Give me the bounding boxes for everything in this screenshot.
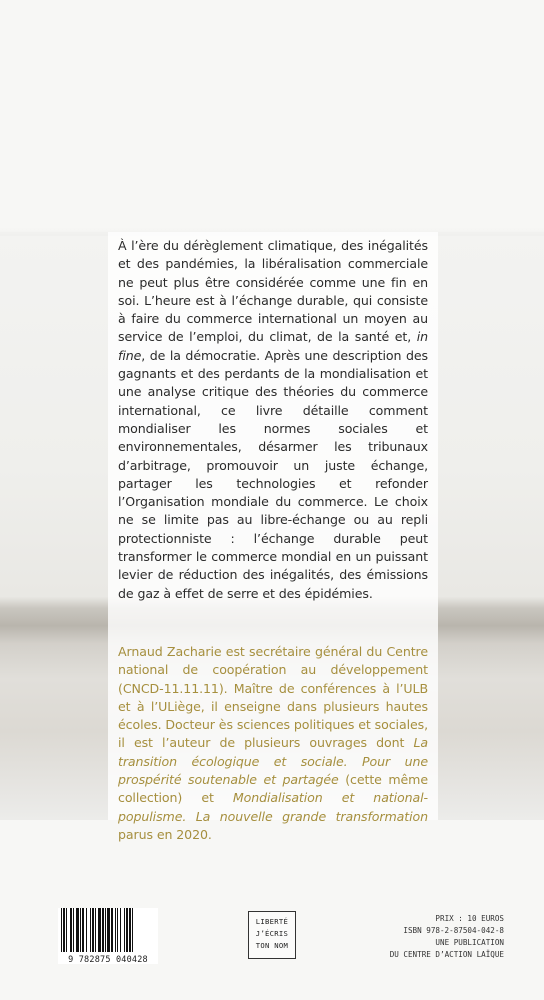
book-summary bbox=[118, 237, 428, 603]
barcode-bar bbox=[107, 908, 110, 952]
logo-line-1: LIBERTÉ bbox=[255, 917, 289, 926]
summary-part-1: À l’ère du dérèglement climatique, des inégalités et des pandémies, la libéralisation commerciale ne peut plus être considérée comme une fin en soi. L’heure est à l’échange durable, qui consiste à faire du commerce international un moyen au service de l’emploi, du climat, de la santé et, bbox=[118, 238, 428, 345]
barcode-bar bbox=[115, 908, 116, 952]
barcode-bars bbox=[61, 908, 155, 954]
barcode-bar bbox=[63, 908, 65, 952]
barcode-bar bbox=[76, 908, 79, 952]
barcode-bar bbox=[124, 908, 125, 952]
barcode-bar bbox=[117, 908, 118, 952]
isbn-barcode bbox=[58, 908, 158, 964]
barcode-bar bbox=[70, 908, 72, 952]
barcode-bar bbox=[92, 908, 94, 952]
liberte-logo bbox=[248, 911, 296, 959]
barcode-bar bbox=[98, 908, 101, 952]
author-part-5: parus en 2020. bbox=[118, 826, 212, 842]
author-part-1: Arnaud Zacharie est secrétaire général du Centre national de coopération au développement (CNCD-11.11.11). Maître de conférences à l’ULB et à l’ULiège, il enseigne dans plusieurs hautes écoles. Docteur ès sciences politiques et sociales, il est l’auteur de plusieurs ouvrages dont bbox=[118, 644, 428, 751]
barcode-bar bbox=[73, 908, 74, 952]
logo-line-2: J’ÉCRIS bbox=[255, 929, 289, 938]
imprint bbox=[390, 913, 504, 961]
barcode-bar bbox=[61, 908, 62, 952]
isbn-label: ISBN 978-2-87504-042-8 bbox=[403, 926, 504, 935]
logo-line-3: TON NOM bbox=[255, 941, 289, 950]
barcode-bar bbox=[132, 908, 133, 952]
author-part-3: (cette même collection) et bbox=[118, 772, 428, 806]
author-bio bbox=[118, 643, 428, 844]
barcode-bar bbox=[111, 908, 113, 952]
barcode-bar bbox=[105, 908, 106, 952]
barcode-bar bbox=[126, 908, 128, 952]
barcode-bar bbox=[120, 908, 121, 952]
publisher-line-2: DU CENTRE D’ACTION LAÏQUE bbox=[389, 950, 504, 959]
barcode-bar bbox=[102, 908, 104, 952]
barcode-bar bbox=[66, 908, 67, 952]
barcode-bar bbox=[95, 908, 96, 952]
barcode-bar bbox=[129, 908, 131, 952]
barcode-bar bbox=[90, 908, 91, 952]
barcode-digits: 9 782875 040428 bbox=[68, 955, 148, 965]
price-label: PRIX : 10 EUROS bbox=[435, 914, 504, 923]
barcode-bar bbox=[82, 908, 84, 952]
author-book-title-2: Mondialisation et national-populisme. La nouvelle grande transformation bbox=[118, 790, 428, 824]
summary-italic-in-fine: in fine bbox=[118, 329, 428, 363]
barcode-bar bbox=[86, 908, 87, 952]
author-book-title-1: La transition écologique et sociale. Pour une prospérité soutenable et partagée bbox=[118, 735, 428, 788]
summary-part-3: , de la démocratie. Après une description des gagnants et des perdants de la mondialisation et une analyse critique des théories du commerce international, ce livre détaille comment mondialiser les normes sociales et environnementales, désarmer les tribunaux d’arbitrage, promouvoir un juste échange, partager les technologies et refonder l’Organisation mondiale du commerce. Le choix ne se limite pas au libre-échange ou au repli protectionniste : l’échange durable peut transformer le commerce mondial en un puissant levier de réduction des inégalités, des émissions de gaz à effet de serre et des épidémies. bbox=[118, 347, 428, 601]
barcode-bar bbox=[80, 908, 81, 952]
publisher-line-1: UNE PUBLICATION bbox=[435, 938, 504, 947]
